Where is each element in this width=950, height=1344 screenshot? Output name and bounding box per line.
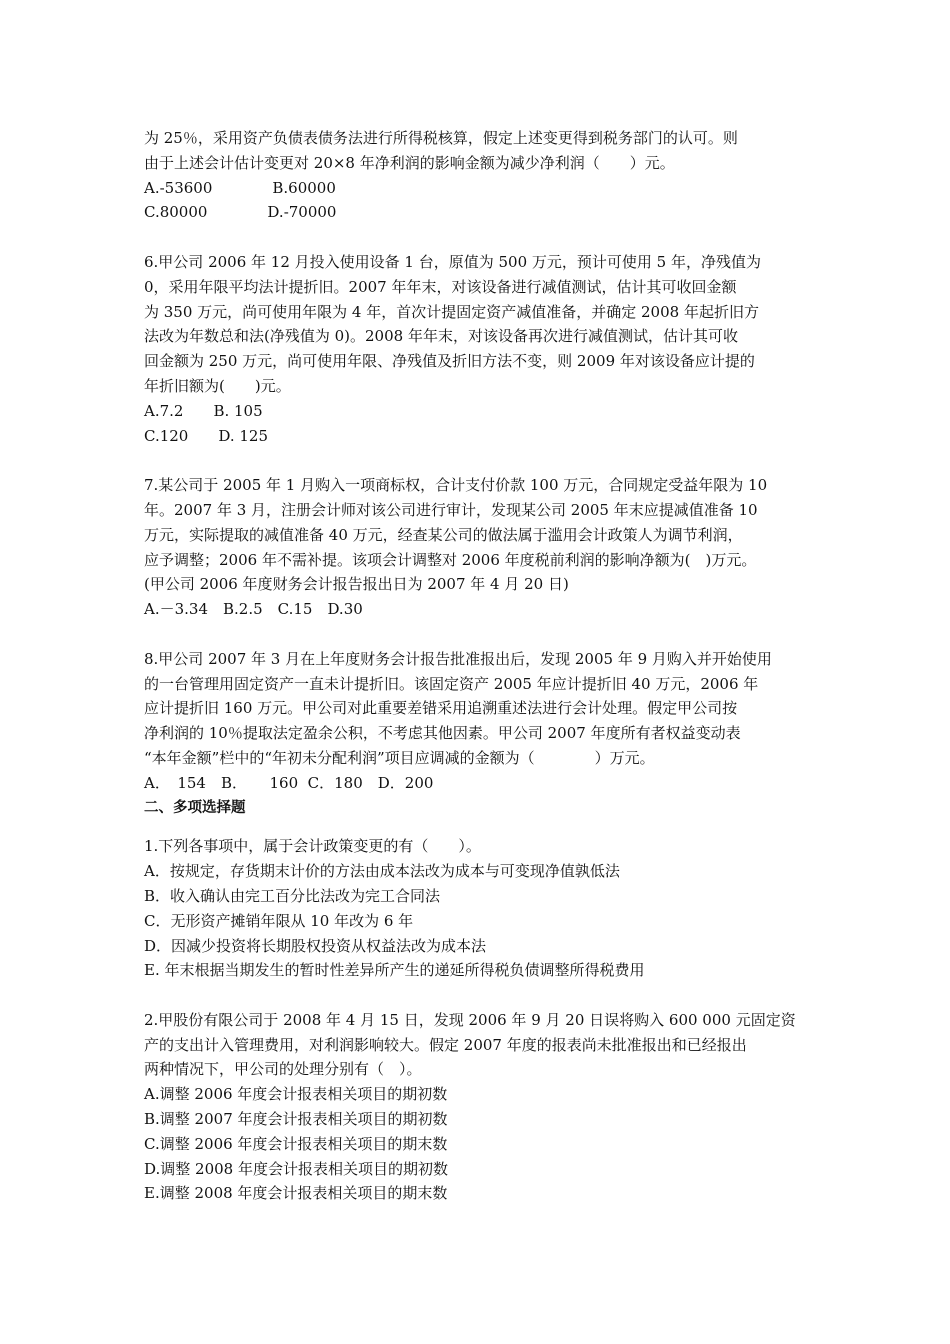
question-text: 为 350 万元，尚可使用年限为 4 年，首次计提固定资产减值准备，并确定 2008 年起折旧方	[144, 302, 759, 321]
question-text: 6.甲公司 2006 年 12 月投入使用设备 1 台，原值为 500 万元，预计可使用 5 年，净残值为	[144, 252, 761, 271]
question-6	[144, 250, 810, 448]
question-8	[144, 647, 810, 796]
question-text: 产的支出计入管理费用，对利润影响较大。假定 2007 年度的报表尚未批准报出和已经报出	[144, 1035, 747, 1054]
question-text: 年折旧额为( )元。	[144, 376, 291, 395]
answer-option: C．无形资产摊销年限从 10 年改为 6 年	[144, 911, 414, 930]
question-text: 净利润的 10％提取法定盈余公积，不考虑其他因素。甲公司 2007 年度所有者权益变动表	[144, 724, 741, 743]
question-text: “本年金额”栏中的“年初未分配利润”项目应调减的金额为（ ）万元。	[144, 748, 655, 767]
section-heading: 二、多项选择题	[144, 799, 246, 816]
question-text: 应予调整；2006 年不需补提。该项会计调整对 2006 年度税前利润的影响净额为( )万元。	[144, 550, 757, 569]
question-text: 应计提折旧 160 万元。甲公司对此重要差错采用追溯重述法进行会计处理。假定甲公司按	[144, 699, 738, 718]
question-text: 法改为年数总和法(净残值为 0)。2008 年年末，对该设备再次进行减值测试，估计其可收	[144, 327, 738, 346]
spacer	[144, 448, 810, 473]
answer-option: C.调整 2006 年度会计报表相关项目的期末数	[144, 1134, 448, 1153]
answer-options: A． 154 B． 160 C．180 D．200	[144, 773, 434, 792]
answer-option: D.调整 2008 年度会计报表相关项目的期初数	[144, 1159, 448, 1178]
answer-option: E.调整 2008 年度会计报表相关项目的期末数	[144, 1184, 448, 1203]
spacer	[144, 820, 810, 834]
spacer	[144, 225, 810, 250]
answer-option: D．因减少投资将长期股权投资从权益法改为成本法	[144, 936, 487, 955]
document-page	[144, 126, 810, 1206]
question-text: 8.甲公司 2007 年 3 月在上年度财务会计报告批准报出后，发现 2005 年 9 月购入并开始使用	[144, 649, 772, 668]
question-5-continued	[144, 126, 810, 225]
question-text: 由于上述会计估计变更对 20×8 年净利润的影响金额为减少净利润（ ）元。	[144, 153, 675, 172]
question-text: 7.某公司于 2005 年 1 月购入一项商标权，合计支付价款 100 万元，合同规定受益年限为 10	[144, 476, 768, 495]
question-text: 1.下列各事项中，属于会计政策变更的有（ ）。	[144, 837, 481, 856]
answer-option: A．按规定，存货期末计价的方法由成本法改为成本与可变现净值孰低法	[144, 862, 620, 881]
answer-options: A.－3.34 B.2.5 C.15 D.30	[144, 600, 363, 619]
answer-options: A.-53600 B.60000	[144, 178, 336, 197]
question-text: 万元，实际提取的减值准备 40 万元，经查某公司的做法属于滥用会计政策人为调节利润，	[144, 525, 743, 544]
answer-option: B．收入确认由完工百分比法改为完工合同法	[144, 886, 441, 905]
answer-option: B.调整 2007 年度会计报表相关项目的期初数	[144, 1110, 448, 1129]
answer-options: C.120 D. 125	[144, 426, 268, 445]
question-text: 0，采用年限平均法计提折旧。2007 年年末，对该设备进行减值测试，估计其可收回金额	[144, 277, 737, 296]
answer-options: C.80000 D.-70000	[144, 203, 337, 222]
answer-option: E. 年末根据当期发生的暂时性差异所产生的递延所得税负债调整所得税费用	[144, 961, 645, 980]
question-text: 为 25％，采用资产负债表债务法进行所得税核算，假定上述变更得到税务部门的认可。则	[144, 129, 738, 147]
spacer	[144, 622, 810, 647]
answer-options: A.7.2 B. 105	[144, 401, 263, 420]
question-text: 两种情况下，甲公司的处理分别有（ ）。	[144, 1060, 422, 1079]
question-text: 2.甲股份有限公司于 2008 年 4 月 15 日，发现 2006 年 9 月 20 日误将购入 600 000 元固定资	[144, 1010, 796, 1029]
question-7	[144, 473, 810, 622]
multi-question-1	[144, 834, 810, 983]
spacer	[144, 983, 810, 1008]
question-text: (甲公司 2006 年度财务会计报告报出日为 2007 年 4 月 20 日)	[144, 575, 569, 594]
question-text: 年。2007 年 3 月，注册会计师对该公司进行审计，发现某公司 2005 年末应提减值准备 10	[144, 500, 758, 519]
question-text: 回金额为 250 万元，尚可使用年限、净残值及折旧方法不变，则 2009 年对该设备应计提的	[144, 352, 755, 371]
question-text: 的一台管理用固定资产一直未计提折旧。该固定资产 2005 年应计提折旧 40 万元，2006 年	[144, 674, 759, 693]
answer-option: A.调整 2006 年度会计报表相关项目的期初数	[144, 1085, 448, 1104]
multi-question-2	[144, 1008, 810, 1206]
